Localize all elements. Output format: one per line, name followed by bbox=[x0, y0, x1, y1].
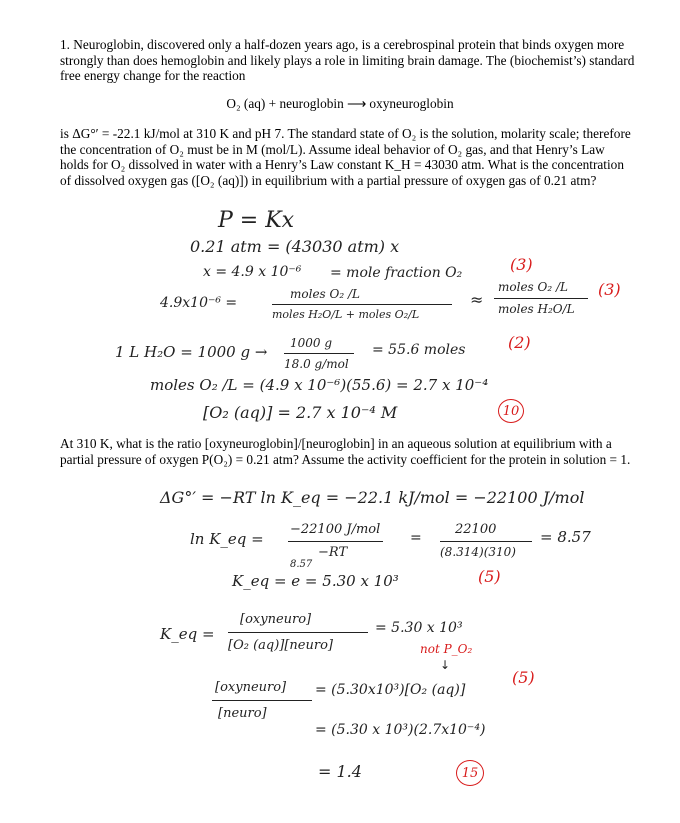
hw-exponent: 8.57 bbox=[290, 559, 313, 570]
problem-details: is ΔG°′ = -22.1 kJ/mol at 310 K and pH 7. The standard state of O₂ is the solution, molarity scale; therefore the concentration of O₂ must be in M (mol/L). Assume ideal behavior of O₂ gas, and that Henry’s Law holds for O₂ dissolved in water with a Henry’s Law constant K_H = 43030 atm. What is the concentration of dissolved oxygen gas ([O₂ (aq)]) in equilibrium with a partial pressure of oxygen gas of 0.21 atm? bbox=[60, 126, 631, 188]
hw-mole-fraction: = mole fraction O₂ bbox=[330, 265, 463, 281]
hw-keq-exp: K_eq = e = 5.30 x 10³ bbox=[232, 572, 399, 590]
hw-lnk-den2: (8.314)(310) bbox=[440, 545, 516, 559]
hw-line4-num: moles O₂ /L bbox=[290, 287, 360, 301]
hw-line4-rnum: moles O₂ /L bbox=[498, 280, 568, 294]
hw-line5-num: 1000 g bbox=[290, 336, 333, 350]
fraction-bar bbox=[284, 353, 354, 354]
hw-line5-den: 18.0 g/mol bbox=[284, 357, 349, 371]
hw-lnk-eq: = bbox=[410, 530, 422, 546]
fraction-bar bbox=[494, 298, 588, 299]
fraction-bar bbox=[228, 632, 368, 633]
hw-keq-den: [O₂ (aq)][neuro] bbox=[228, 638, 333, 653]
hw-line5-left: 1 L H₂O = 1000 g → bbox=[115, 343, 268, 361]
hw-line4-rden: moles H₂O/L bbox=[498, 302, 575, 316]
hw-x-value: x = 4.9 x 10⁻⁶ bbox=[203, 264, 302, 280]
problem-intro: 1. Neuroglobin, discovered only a half-dozen years ago, is a cerebrospinal protein that binds oxygen more strongly than does hemoglobin and likely plays a role in limiting brain damage. The (biochemist’s) standard free energy change for the reaction bbox=[60, 37, 635, 84]
hw-line5-right: = 55.6 moles bbox=[372, 342, 466, 358]
hw-ratio-den: [neuro] bbox=[218, 706, 267, 721]
problem-part2: At 310 K, what is the ratio [oxyneuroglobin]/[neuroglobin] in an aqueous solution at equilibrium with a partial pressure of oxygen P(O₂) = 0.21 atm? Assume the activity coefficient for the protein in solution = 1. bbox=[60, 436, 631, 467]
grade-mark-1: (3) bbox=[510, 255, 533, 274]
hw-ratio-eq: = (5.30x10³)[O₂ (aq)] bbox=[315, 682, 466, 698]
hw-henry-law: P = Kx bbox=[218, 208, 295, 233]
hw-keq-value: = 5.30 x 10³ bbox=[375, 620, 463, 636]
down-arrow-icon: ↓ bbox=[440, 658, 451, 672]
hw-line4-den: moles H₂O/L + moles O₂/L bbox=[272, 308, 420, 321]
hw-oxygen-conc: [O₂ (aq)] = 2.7 x 10⁻⁴ M bbox=[203, 403, 398, 422]
grade-score-circle bbox=[456, 760, 484, 786]
hw-delta-g: ΔG°′ = −RT ln K_eq = −22.1 kJ/mol = −22100 J/mol bbox=[160, 488, 585, 507]
hw-lnk-num2: 22100 bbox=[455, 522, 497, 537]
hw-note: not P_O₂ bbox=[420, 642, 473, 656]
hw-line2: 0.21 atm = (43030 atm) x bbox=[190, 237, 400, 256]
hw-keq-num: [oxyneuro] bbox=[240, 612, 312, 627]
grade-mark-5: (5) bbox=[512, 668, 535, 687]
reaction-equation: O₂ (aq) + neuroglobin ⟶ oxyneuroglobin bbox=[226, 96, 454, 111]
fraction-bar bbox=[212, 700, 312, 701]
hw-lnk-result: = 8.57 bbox=[540, 528, 591, 546]
grade-score-circle bbox=[498, 399, 524, 423]
hw-lnk-left: ln K_eq = bbox=[190, 530, 264, 548]
hw-keq-def: K_eq = bbox=[160, 625, 215, 643]
hw-lnk-den: −RT bbox=[318, 545, 348, 560]
hw-ratio-num: [oxyneuro] bbox=[215, 680, 287, 695]
fraction-bar bbox=[288, 541, 383, 542]
hw-approx: ≈ bbox=[470, 290, 484, 309]
hw-lnk-num: −22100 J/mol bbox=[290, 522, 381, 537]
hw-ratio-result: = 1.4 bbox=[318, 762, 362, 781]
grade-mark-4: (5) bbox=[478, 567, 501, 586]
grade-score-1: 10 bbox=[502, 403, 520, 419]
grade-score-2: 15 bbox=[461, 765, 479, 781]
fraction-bar bbox=[272, 304, 452, 305]
hw-ratio-calc: = (5.30 x 10³)(2.7x10⁻⁴) bbox=[315, 722, 486, 738]
fraction-bar bbox=[440, 541, 532, 542]
hw-line4-left: 4.9x10⁻⁶ = bbox=[160, 295, 238, 311]
hw-line6: moles O₂ /L = (4.9 x 10⁻⁶)(55.6) = 2.7 x 10⁻⁴ bbox=[150, 376, 489, 394]
grade-mark-2: (3) bbox=[598, 280, 621, 299]
grade-mark-3: (2) bbox=[508, 333, 531, 352]
